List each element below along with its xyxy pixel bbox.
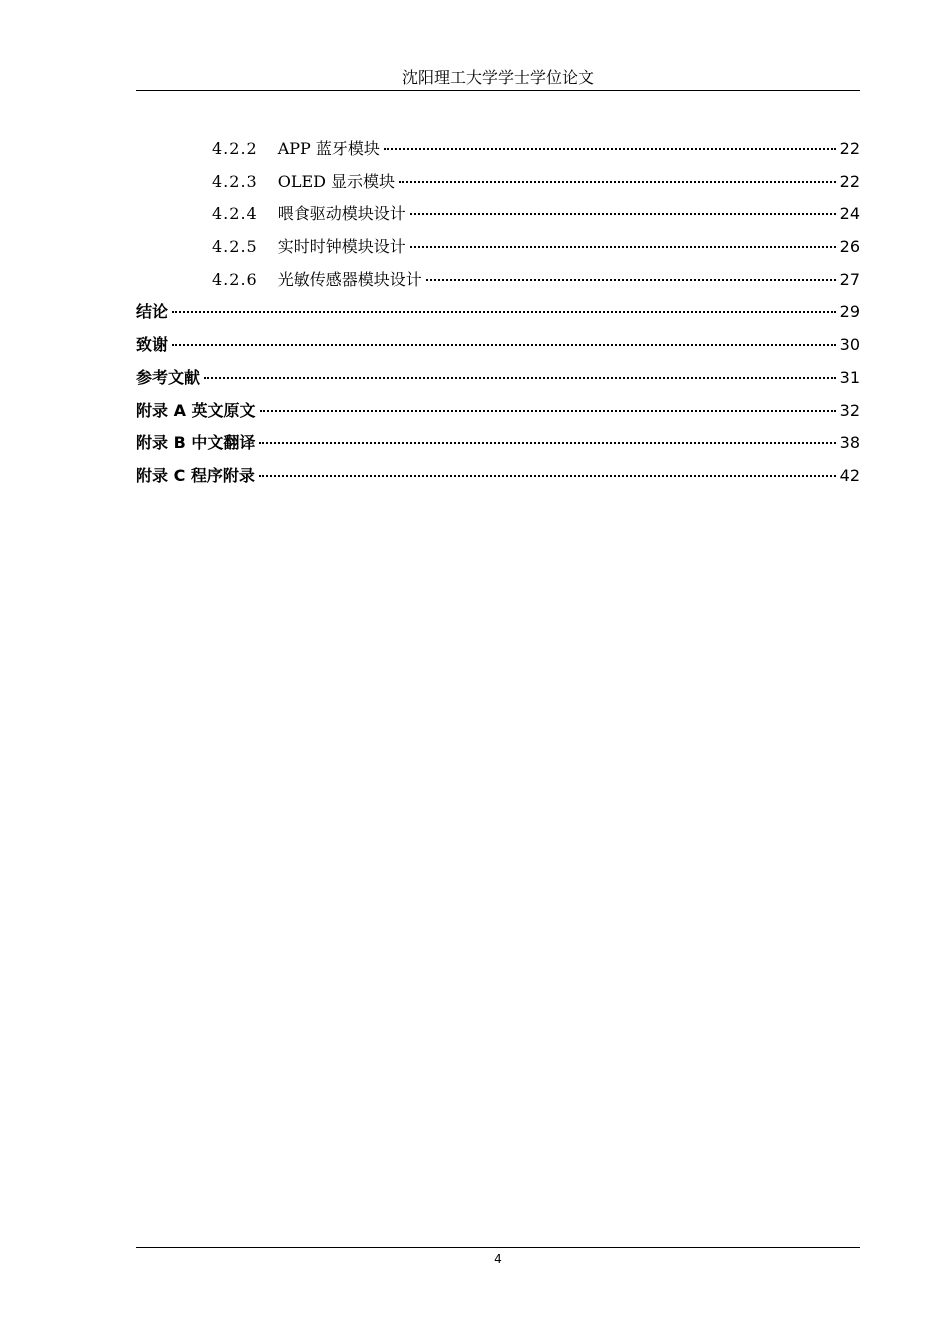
dot-leader — [172, 344, 836, 346]
table-of-contents — [136, 135, 860, 495]
dot-leader — [259, 442, 835, 444]
toc-entry-page: 24 — [839, 204, 860, 224]
toc-entry-appendix-a[interactable] — [136, 397, 860, 430]
toc-entry-4-2-4[interactable] — [136, 200, 860, 233]
dot-leader — [259, 475, 836, 477]
toc-entry-title: 喂食驱动模块设计 — [277, 204, 406, 224]
toc-entry-4-2-5[interactable] — [136, 233, 860, 266]
dot-leader — [410, 246, 836, 248]
running-header: 沈阳理工大学学士学位论文 — [401, 68, 594, 87]
toc-entry-4-2-3[interactable] — [136, 168, 860, 201]
toc-entry-title: APP 蓝牙模块 — [277, 139, 380, 158]
dot-leader — [410, 213, 836, 215]
toc-entry-appendix-b[interactable] — [136, 429, 860, 462]
page-number: 4 — [494, 1252, 502, 1266]
dot-leader — [172, 311, 836, 313]
footer-divider — [136, 1247, 860, 1248]
dot-leader — [399, 181, 836, 183]
toc-entry-number: 4.2.5 — [212, 237, 258, 257]
dot-leader — [204, 377, 836, 379]
toc-entry-title: OLED 显示模块 — [277, 171, 396, 191]
toc-entry-page: 32 — [839, 400, 860, 420]
toc-entry-page: 30 — [839, 335, 860, 355]
toc-entry-page: 29 — [839, 302, 860, 322]
dot-leader — [260, 410, 836, 412]
toc-entry-4-2-6[interactable] — [136, 266, 860, 299]
toc-entry-title: 参考文献 — [136, 367, 201, 387]
toc-entry-number: 4.2.4 — [212, 204, 258, 224]
toc-entry-page: 31 — [839, 367, 860, 387]
toc-entry-title: 光敏传感器模块设计 — [277, 269, 422, 289]
toc-entry-acknowledgements[interactable] — [136, 331, 860, 364]
toc-entry-title: 结论 — [136, 302, 169, 322]
toc-entry-title: 致谢 — [136, 335, 169, 355]
toc-entry-title: 实时时钟模块设计 — [277, 237, 406, 257]
toc-entry-number: 4.2.3 — [212, 171, 258, 191]
toc-entry-references[interactable] — [136, 364, 860, 397]
toc-entry-page: 38 — [839, 433, 860, 453]
dot-leader — [426, 279, 836, 281]
toc-entry-appendix-c[interactable] — [136, 462, 860, 495]
toc-entry-page: 26 — [839, 237, 860, 257]
toc-entry-number: 4.2.2 — [212, 139, 258, 158]
dot-leader — [384, 148, 836, 150]
toc-entry-conclusion[interactable] — [136, 298, 860, 331]
header-divider — [136, 90, 860, 91]
toc-entry-page: 42 — [839, 465, 860, 485]
toc-entry-page: 22 — [839, 139, 860, 158]
toc-entry-number: 4.2.6 — [212, 269, 258, 289]
toc-entry-4-2-2[interactable] — [136, 135, 860, 168]
toc-entry-title: 附录 A 英文原文 — [136, 400, 256, 420]
toc-entry-page: 27 — [839, 269, 860, 289]
toc-entry-title: 附录 B 中文翻译 — [136, 433, 256, 453]
toc-entry-page: 22 — [839, 171, 860, 191]
toc-entry-title: 附录 C 程序附录 — [136, 465, 255, 485]
